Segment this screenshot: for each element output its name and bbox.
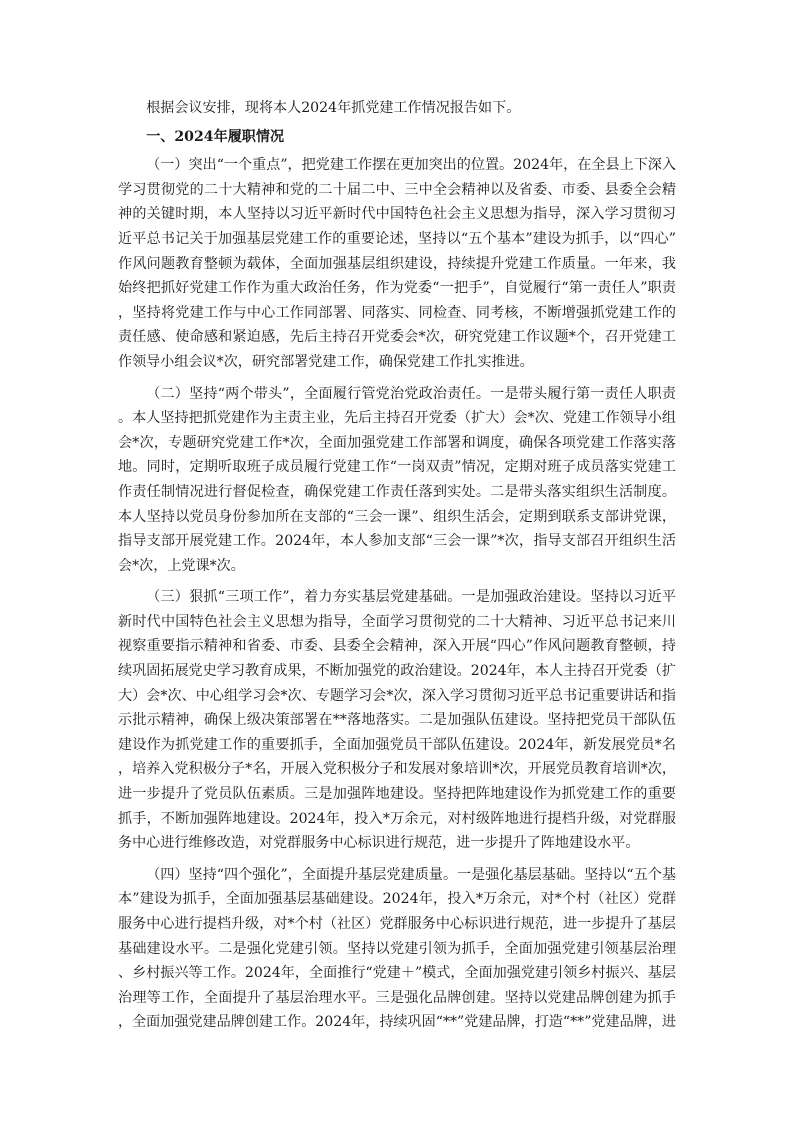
paragraph-2: （二）坚持“两个带头”，全面履行管党治党政治责任。一是带头履行第一责任人职责。本人坚持把抓党建作为主责主业，先后主持召开党委（扩大）会*次、党建工作领导小组会*次，专题研究党建工作*次，全面加强党建工作部署和调度，确保各项党建工作落实落地。同时，定期听取班子成员履行党建工作“一岗双责”情况，定期对班子成员落实党建工作责任制情况进行督促检查，确保党建工作责任落到实处。二是带头落实组织生活制度。本人坚持以党员身份参加所在支部的“三会一课”、组织生活会，定期到联系支部讲党课，指导支部开展党建工作。2024年，本人参加支部“三会一课”*次，指导支部召开组织生活会*次，上党课*次。 [118,385,676,574]
document-page [118,96,676,1042]
paragraph-1: （一）突出“一个重点”，把党建工作摆在更加突出的位置。2024年，在全县上下深入学习贯彻党的二十大精神和党的二十届二中、三中全会精神以及省委、市委、县委全会精神的关键时期，本人坚持以习近平新时代中国特色社会主义思想为指导，深入学习贯彻习近平总书记关于加强基层党建工作的重要论述，坚持以“五个基本”建设为抓手，以“四心”作风问题教育整顿为载体，全面加强基层组织建设，持续提升党建工作质量。一年来，我始终把抓好党建工作作为重大政治任务，作为党委“一把手”，自觉履行“第一责任人”职责，坚持将党建工作与中心工作同部署、同落实、同检查、同考核，不断增强抓党建工作的责任感、使命感和紧迫感，先后主持召开党委会*次，研究党建工作议题*个，召开党建工作领导小组会议*次，研究部署党建工作，确保党建工作扎实推进。 [118,157,676,370]
paragraph-3: （三）狠抓“三项工作”，着力夯实基层党建基础。一是加强政治建设。坚持以习近平新时代中国特色社会主义思想为指导，全面学习贯彻党的二十大精神、习近平总书记来川视察重要指示精神和省委、市委、县委全会精神，深入开展“四心”作风问题教育整顿，持续巩固拓展党史学习教育成果，不断加强党的政治建设。2024年，本人主持召开党委（扩大）会*次、中心组学习会*次、专题学习会*次，深入学习贯彻习近平总书记重要讲话和指示批示精神，确保上级决策部署在**落地落实。二是加强队伍建设。坚持把党员干部队伍建设作为抓党建工作的重要抓手，全面加强党员干部队伍建设。2024年，新发展党员*名，培养入党积极分子*名，开展入党积极分子和发展对象培训*次，开展党员教育培训*次，进一步提升了党员队伍素质。三是加强阵地建设。坚持把阵地建设作为抓党建工作的重要抓手，不断加强阵地建设。2024年，投入*万余元，对村级阵地进行提档升级，对党群服务中心进行维修改造，对党群服务中心标识进行规范，进一步提升了阵地建设水平。 [118,589,676,852]
paragraph-4: （四）坚持“四个强化”，全面提升基层党建质量。一是强化基层基础。坚持以“五个基本”建设为抓手，全面加强基层基础建设。2024年，投入*万余元，对*个村（社区）党群服务中心进行提档升级，对*个村（社区）党群服务中心标识进行规范，进一步提升了基层基础建设水平。二是强化党建引领。坚持以党建引领为抓手，全面加强党建引领基层治理、乡村振兴等工作。2024年，全面推行“党建＋”模式，全面加强党建引领乡村振兴、基层治理等工作，全面提升了基层治理水平。三是强化品牌创建。坚持以党建品牌创建为抓手，全面加强党建品牌创建工作。2024年，持续巩固“**”党建品牌，打造“**”党建品牌，进 [118,866,676,1031]
intro-paragraph: 根据会议安排，现将本人2024年抓党建工作情况报告如下。 [146,100,521,116]
section-heading: 一、2024年履职情况 [146,128,285,145]
